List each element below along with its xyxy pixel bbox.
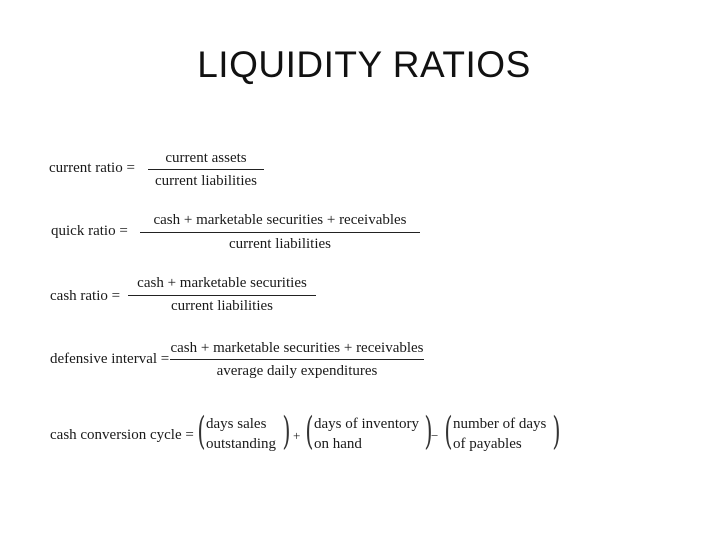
left-paren-2: ( (305, 409, 314, 453)
term1-line1: days sales (206, 416, 267, 432)
plus-operator: + (293, 428, 301, 443)
current-ratio-label: current ratio = (49, 160, 135, 176)
cash-ratio-numerator: cash + marketable securities (137, 275, 307, 291)
quick-ratio-denominator: current liabilities (228, 236, 332, 252)
term2-line1: days of inventory (314, 416, 419, 432)
defensive-interval-numerator: cash + marketable securities + receivables (170, 340, 424, 356)
term3-line1: number of days (453, 416, 547, 432)
defensive-interval-label: defensive interval = (50, 351, 170, 367)
cash-conversion-cycle-label: cash conversion cycle = (50, 427, 194, 443)
right-paren-1: ) (282, 409, 291, 453)
left-paren-1: ( (197, 409, 206, 453)
quick-ratio-fraction-bar (140, 232, 420, 233)
minus-operator: − (431, 428, 439, 443)
cash-ratio-denominator: current liabilities (170, 298, 274, 314)
defensive-interval-denominator: average daily expenditures (216, 363, 378, 379)
cash-ratio-fraction-bar (128, 295, 316, 296)
term2-line2: on hand (314, 436, 362, 452)
quick-ratio-numerator: cash + marketable securities + receivables (153, 212, 407, 228)
quick-ratio-label: quick ratio = (51, 223, 128, 239)
current-ratio-fraction-bar (148, 169, 264, 170)
term3-line2: of payables (453, 436, 522, 452)
left-paren-3: ( (444, 409, 453, 453)
right-paren-3: ) (552, 409, 561, 453)
current-ratio-numerator: current assets (165, 150, 247, 166)
cash-ratio-label: cash ratio = (50, 288, 121, 304)
current-ratio-denominator: current liabilities (154, 173, 258, 189)
defensive-interval-fraction-bar (170, 359, 424, 360)
right-paren-2: ) (424, 409, 433, 453)
term1-line2: outstanding (206, 436, 276, 452)
slide-title: LIQUIDITY RATIOS (197, 44, 531, 85)
